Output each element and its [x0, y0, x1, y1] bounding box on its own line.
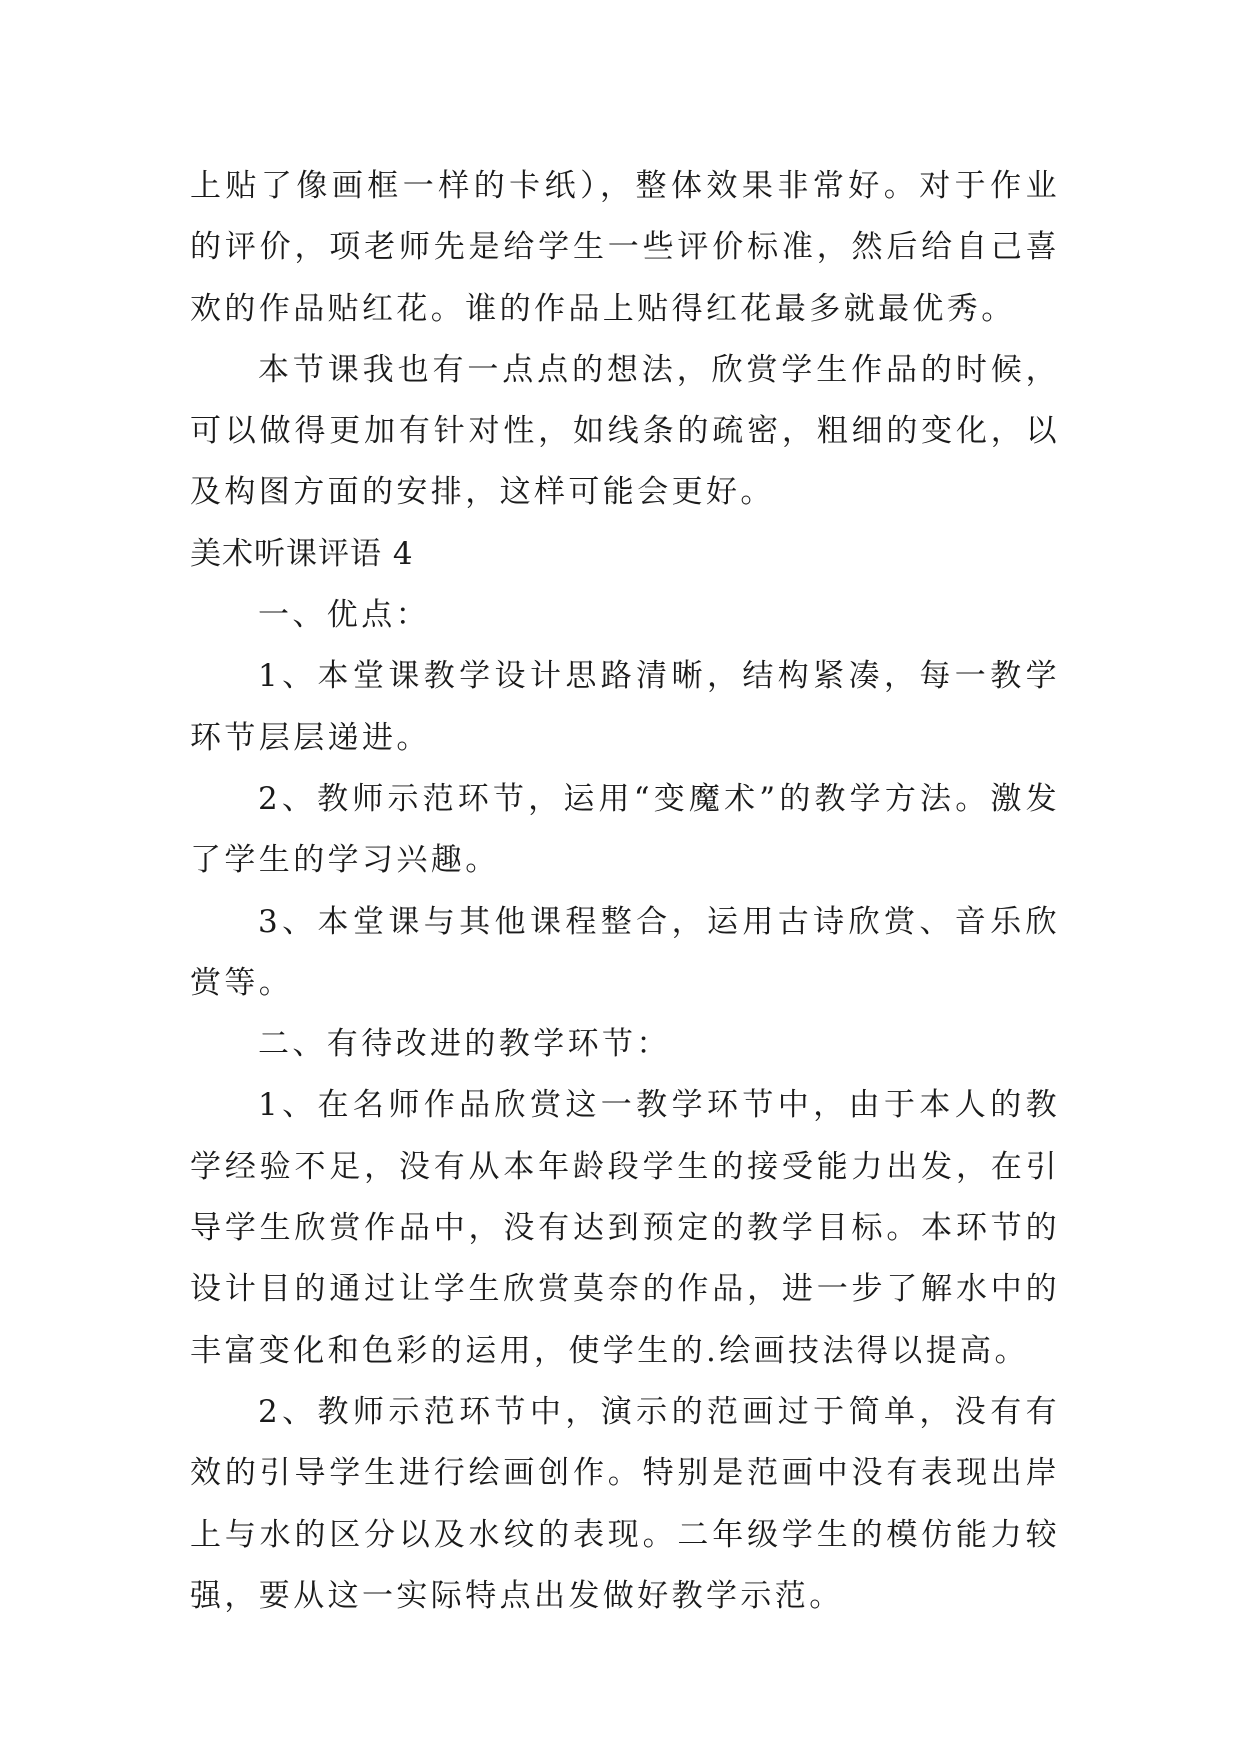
- strength-item-3: 3、本堂课与其他课程整合，运用古诗欣赏、音乐欣赏等。: [190, 903, 1060, 1001]
- subheading-strengths: 一、优点：: [258, 597, 430, 634]
- document-body: [190, 156, 1060, 1627]
- improvement-item-2: 2、教师示范环节中，演示的范画过于简单，没有有效的引导学生进行绘画创作。特别是范画中没有表现出岸上与水的区分以及水纹的表现。二年级学生的模仿能力较强，要从这一实际特点出发做好教学示范。: [190, 1393, 1060, 1614]
- strength-item-1: 1、本堂课教学设计思路清晰，结构紧凑，每一教学环节层层递进。: [190, 658, 1060, 756]
- paragraph-continued: 上贴了像画框一样的卡纸），整体效果非常好。对于作业的评价，项老师先是给学生一些评价标准，然后给自己喜欢的作品贴红花。谁的作品上贴得红花最多就最优秀。: [190, 168, 1060, 327]
- subheading-improvements: 二、有待改进的教学环节：: [258, 1026, 671, 1063]
- paragraph-reflection: 本节课我也有一点点的想法，欣赏学生作品的时候，可以做得更加有针对性，如线条的疏密，粗细的变化，以及构图方面的安排，这样可能会更好。: [190, 351, 1060, 511]
- strength-item-2: 2、教师示范环节，运用“变魔术”的教学方法。激发了学生的学习兴趣。: [190, 780, 1060, 879]
- improvement-item-1: 1、在名师作品欣赏这一教学环节中，由于本人的教学经验不足，没有从本年龄段学生的接受能力出发，在引导学生欣赏作品中，没有达到预定的教学目标。本环节的设计目的通过让学生欣赏莫奈的作品，进一步了解水中的丰富变化和色彩的运用，使学生的.绘画技法得以提高。: [190, 1087, 1060, 1369]
- section-title: 美术听课评语 4: [190, 535, 414, 572]
